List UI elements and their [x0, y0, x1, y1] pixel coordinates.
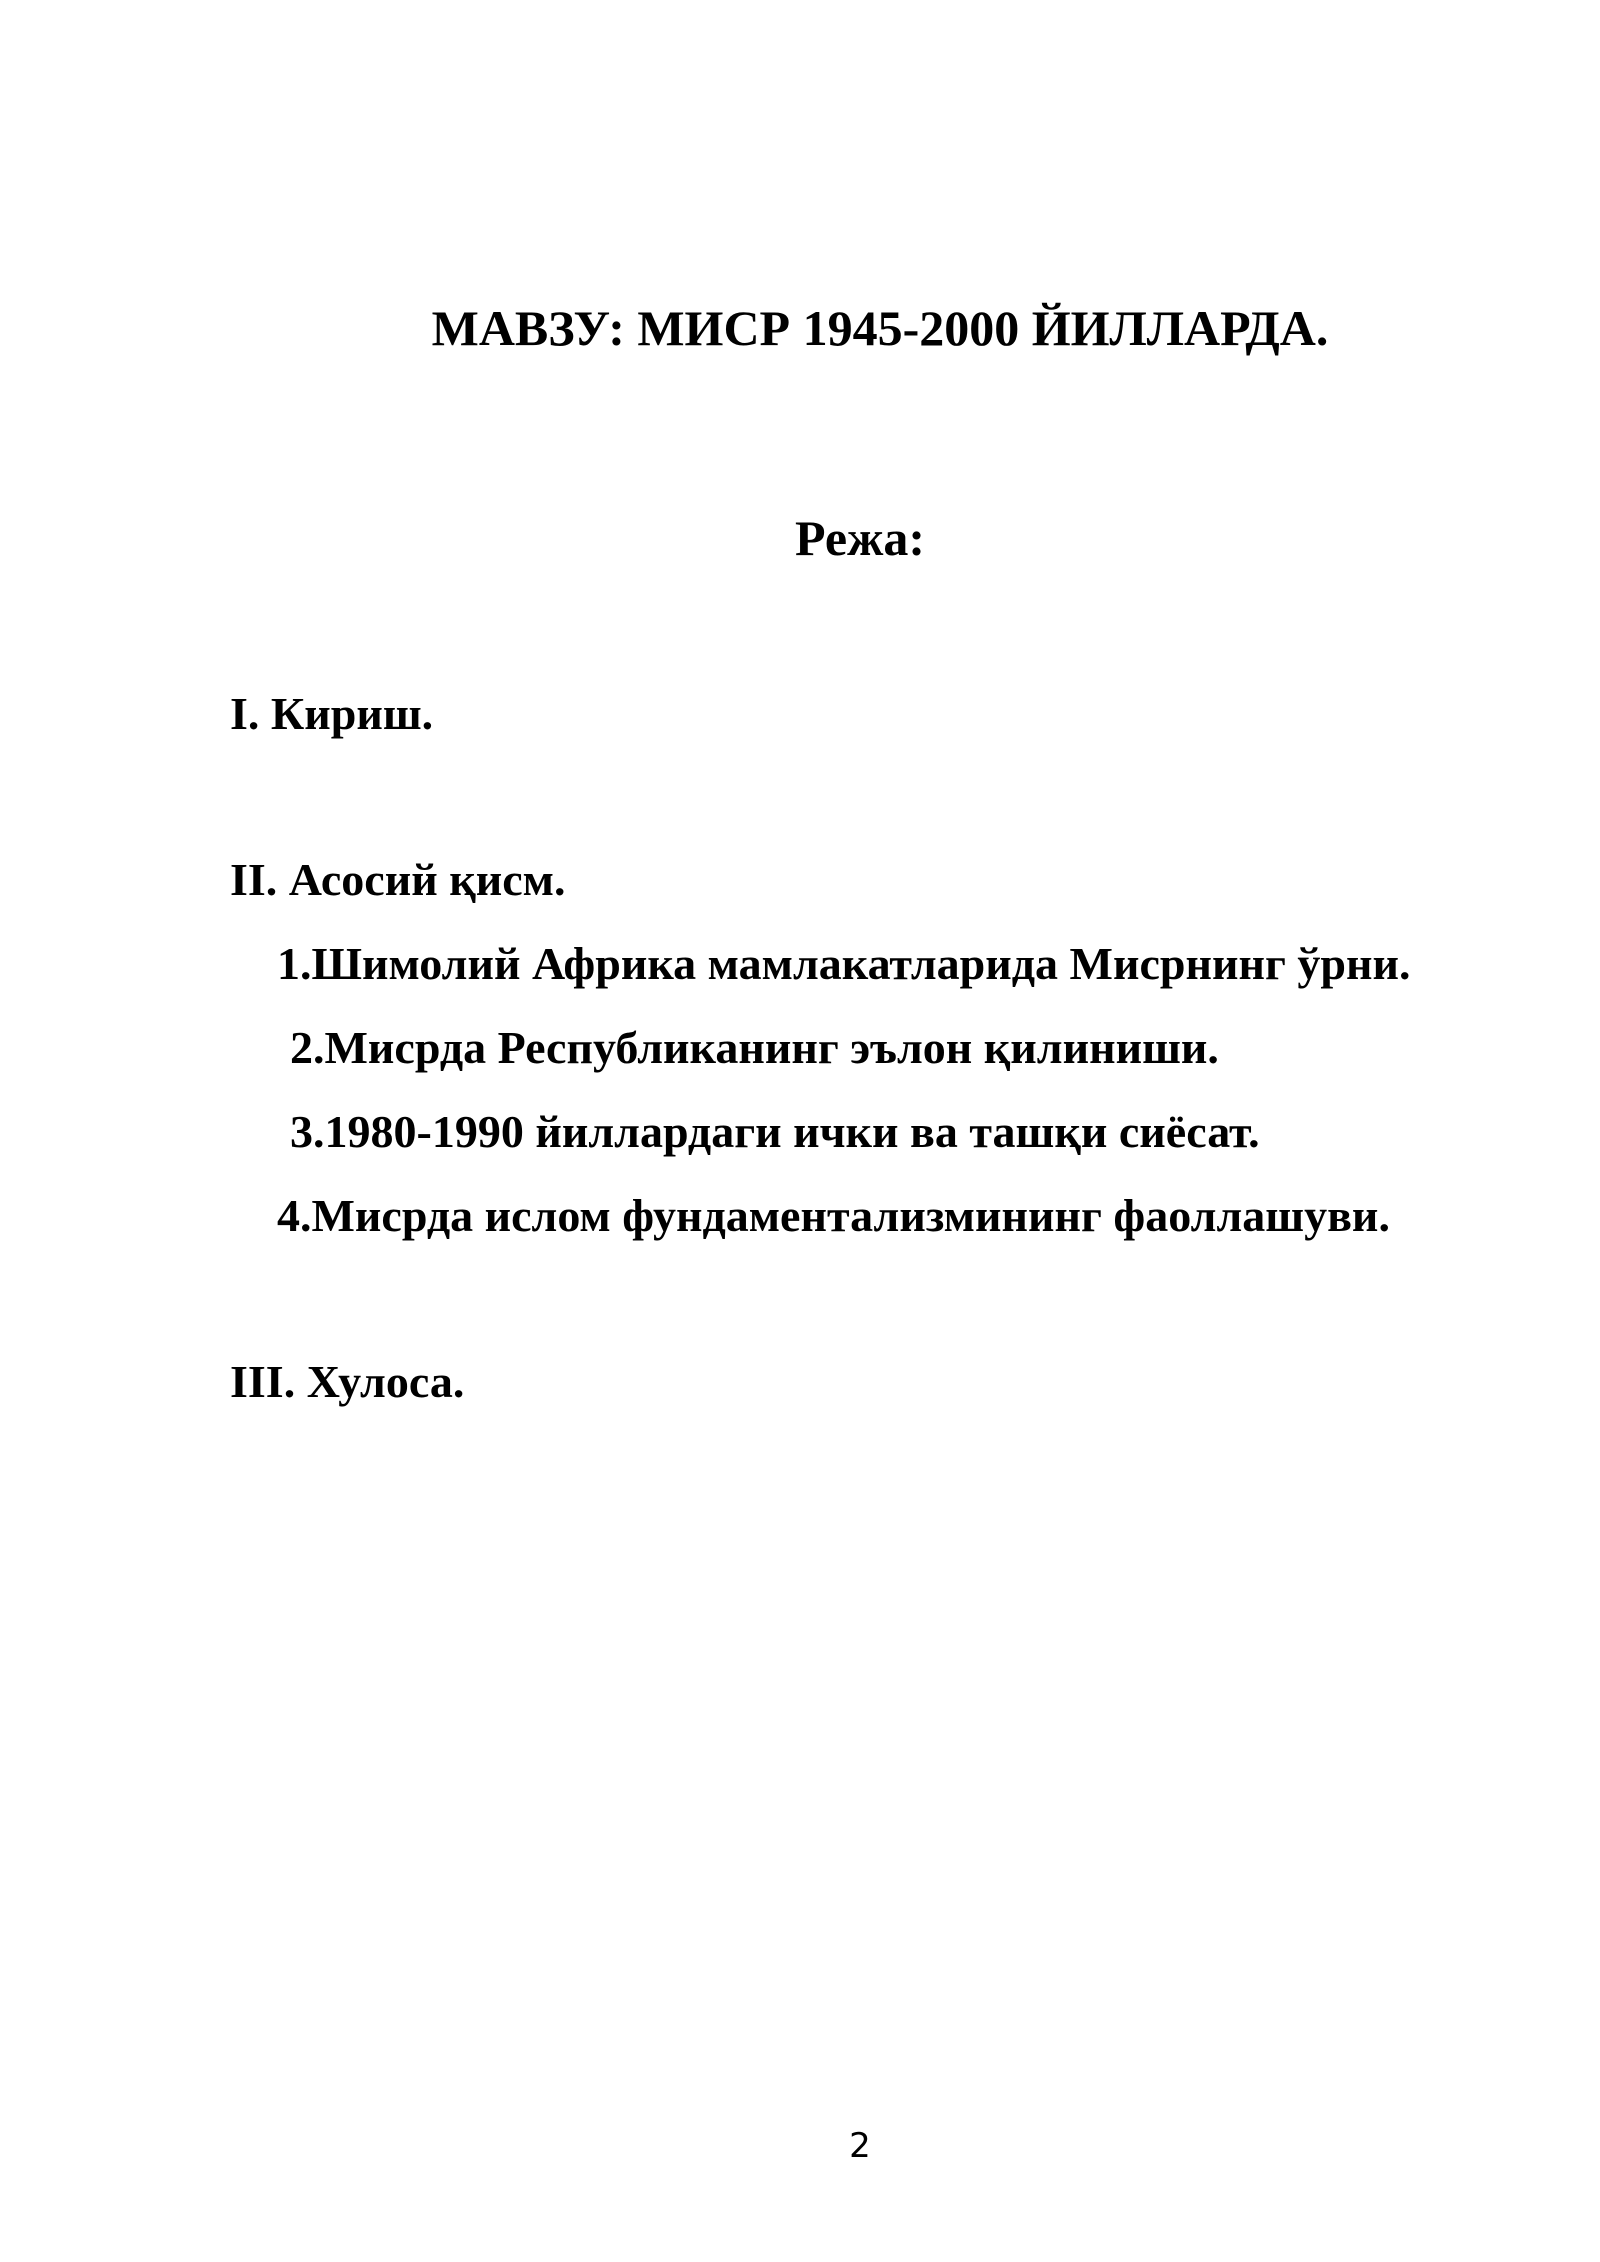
section-main-part: II. Асосий қисм. [230, 854, 566, 905]
plan-heading: Режа: [795, 510, 925, 566]
main-part-item: 1.Шимолий Африка мамлакатларида Мисрнинг ўрни. [277, 938, 1411, 989]
main-part-item: 2.Мисрда Республиканинг эълон қилиниши. [290, 1022, 1219, 1073]
section-introduction: I. Кириш. [230, 688, 434, 739]
page-number: 2 [849, 2126, 871, 2166]
main-part-item: 4.Мисрда ислом фундаментализмининг фаоллашуви. [277, 1190, 1390, 1241]
section-conclusion: III. Хулоса. [230, 1356, 465, 1407]
main-part-item: 3.1980-1990 йиллардаги ички ва ташқи сиёсат. [290, 1106, 1260, 1157]
document-title: МАВЗУ: МИСР 1945-2000 ЙИЛЛАРДА. [431, 300, 1329, 356]
